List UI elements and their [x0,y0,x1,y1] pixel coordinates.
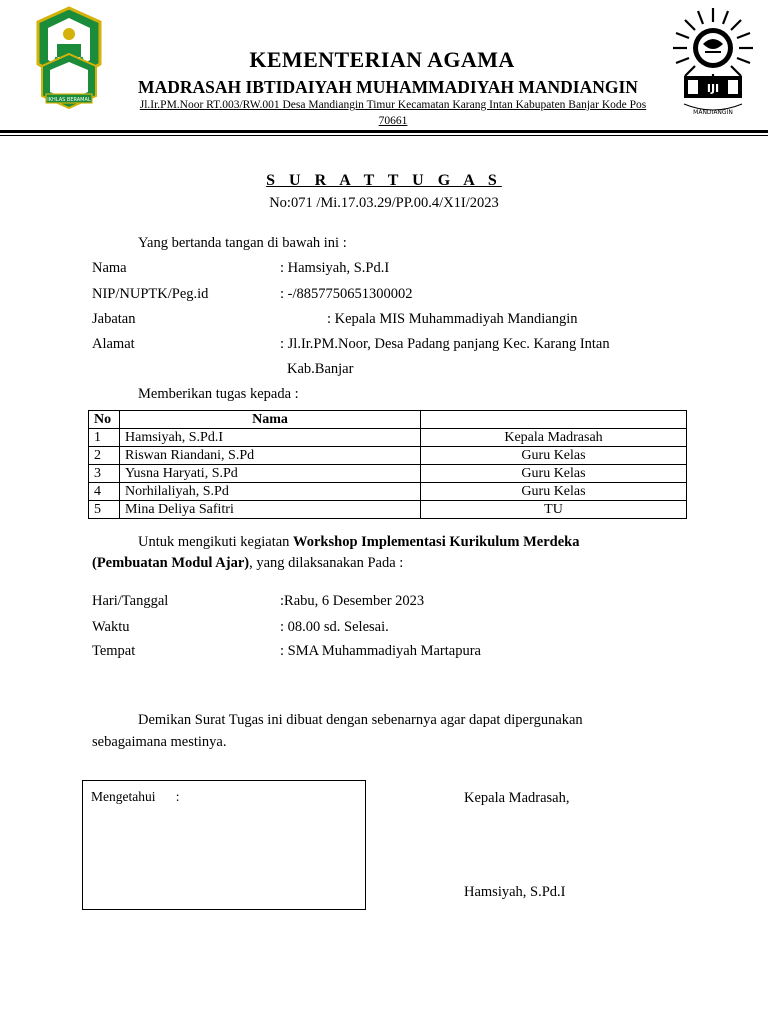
row-jabatan: Guru Kelas [421,447,687,465]
table-row [89,447,687,465]
mengetahui-box [82,780,366,910]
letterhead-divider-thick [0,130,768,133]
waktu-value: : 08.00 sd. Selesai. [280,619,389,635]
muhammadiyah-logo [670,4,756,122]
alamat-value: : Jl.Ir.PM.Noor, Desa Padang panjang Kec. Karang Intan [280,336,610,352]
event-subtitle: (Pembuatan Modul Ajar) [92,555,250,571]
assign-intro: Memberikan tugas kepada : [138,386,299,402]
institution-title: KEMENTERIAN AGAMA [249,47,515,72]
nama-label: Nama [92,260,127,276]
tempat-label: Tempat [92,643,136,659]
sign-title: Kepala Madrasah, [464,790,570,806]
assignee-table [88,410,687,519]
row-nama: Hamsiyah, S.Pd.I [120,429,421,447]
row-nama: Mina Deliya Safitri [120,501,421,519]
document-number: No:071 /Mi.17.03.29/PP.00.4/X1I/2023 [269,195,499,211]
svg-text:MANDIANGIN: MANDIANGIN [693,109,733,116]
closing-line2: sebagaimana mestinya. [92,734,227,750]
header-nama: Nama [120,411,421,429]
tempat-value: : SMA Muhammadiyah Martapura [280,643,481,659]
row-nama: Norhilaliyah, S.Pd [120,483,421,501]
table-row [89,501,687,519]
purpose-line2 [92,555,403,572]
svg-text:IJI: IJI [706,82,720,95]
row-no: 5 [89,501,120,519]
event-name: Workshop Implementasi Kurikulum Merdeka [293,534,580,550]
svg-text:IKHLAS BERAMAL: IKHLAS BERAMAL [47,97,91,103]
sign-name: Hamsiyah, S.Pd.I [464,884,566,900]
header-no: No [89,411,120,429]
kemenag-logo [28,2,110,114]
table-row [89,483,687,501]
row-no: 3 [89,465,120,483]
alamat-label: Alamat [92,336,135,352]
table-row [89,465,687,483]
row-nama: Riswan Riandani, S.Pd [120,447,421,465]
waktu-label: Waktu [92,619,130,635]
nip-value: : -/8857750651300002 [280,286,413,302]
closing-line1: Demikan Surat Tugas ini dibuat dengan sebenarnya agar dapat dipergunakan [138,712,583,728]
alamat-value-line2: Kab.Banjar [287,361,354,377]
row-no: 4 [89,483,120,501]
nama-value: : Hamsiyah, S.Pd.I [280,260,390,276]
table-row [89,429,687,447]
mengetahui-label: Mengetahui : [91,789,180,804]
row-no: 1 [89,429,120,447]
purpose-line1 [138,534,579,551]
row-jabatan: TU [421,501,687,519]
letterhead-divider-thin [0,135,768,136]
document-title: S U R A T T U G A S [266,172,502,189]
purpose-post: , yang dilaksanakan Pada : [249,555,404,571]
header-jabatan [421,411,687,429]
row-jabatan: Kepala Madrasah [421,429,687,447]
row-jabatan: Guru Kelas [421,465,687,483]
school-address: Jl.Ir.PM.Noor RT.003/RW.001 Desa Mandiangin Timur Kecamatan Karang Intan Kabupaten Banjar Kode Pos 70661 [139,99,647,127]
intro-text: Yang bertanda tangan di bawah ini : [138,235,347,251]
nip-label: NIP/NUPTK/Peg.id [92,286,209,302]
hari-value: :Rabu, 6 Desember 2023 [280,593,425,609]
row-jabatan: Guru Kelas [421,483,687,501]
jabatan-label: Jabatan [92,311,136,327]
jabatan-value: : Kepala MIS Muhammadiyah Mandiangin [327,311,578,327]
hari-label: Hari/Tanggal [92,593,169,609]
row-nama: Yusna Haryati, S.Pd [120,465,421,483]
table-header-row [89,411,687,429]
purpose-pre: Untuk mengikuti kegiatan [138,534,294,550]
school-name: MADRASAH IBTIDAIYAH MUHAMMADIYAH MANDIANGIN [138,77,638,97]
row-no: 2 [89,447,120,465]
